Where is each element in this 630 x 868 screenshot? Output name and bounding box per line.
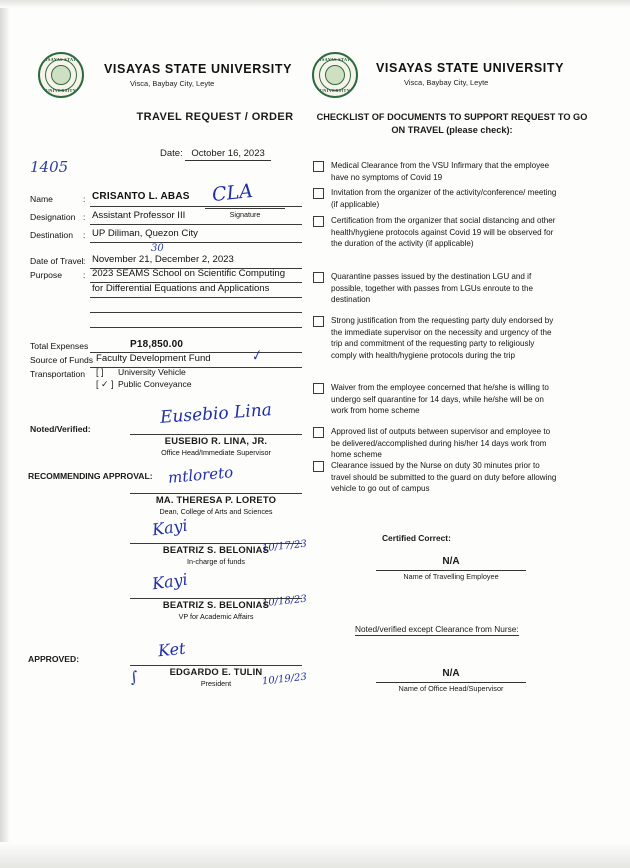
form-title: TRAVEL REQUEST / ORDER [136, 111, 294, 123]
signatory-1-name: MA. THERESA P. LORETO [155, 494, 277, 505]
signatory-1-title: Dean, College of Arts and Sciences [159, 507, 273, 516]
checklist-checkbox-7[interactable] [313, 461, 324, 472]
destination-rule [90, 242, 302, 243]
signatory-0-title: Office Head/Immediate Supervisor [161, 448, 271, 457]
designation-value: Assistant Professor III [92, 210, 186, 221]
signatory-4-signature: Ket [157, 638, 187, 661]
signatory-2-date-mark: 10/17/23 [261, 538, 308, 555]
checklist-item-5: Waiver from the employee concerned that he/she is willing to undergo self quarantine for 14 days, while he/she will be on work from home scheme [331, 383, 549, 416]
signatory-0-signature: Eusebio Lina [159, 400, 273, 428]
signatory-3-signature: Kayi [150, 569, 189, 594]
checklist-item-6: Approved list of outputs between supervisor and employee to be delivered/accomplished during his/her 14 days work from home scheme [331, 427, 551, 460]
signatory-3-title: VP for Academic Affairs [178, 612, 254, 621]
signatory-4-name: EDGARDO E. TULIN [169, 666, 263, 677]
university-seal-icon [38, 52, 84, 98]
destination-colon: : [83, 230, 86, 240]
university-address-right: Visca, Baybay City, Leyte [404, 78, 489, 87]
signature-caption: Signature [229, 210, 261, 219]
purpose-rule-2 [90, 297, 302, 298]
signatory-0-name: EUSEBIO R. LINA, JR. [164, 435, 268, 446]
source-of-funds-value: Faculty Development Fund [96, 353, 211, 364]
purpose-value-line1: 2023 SEAMS School on Scientific Computing [92, 268, 286, 279]
signatory-1-signature: mtloreto [167, 463, 234, 487]
scan-edge-bottom [0, 842, 630, 868]
purpose-rule-4 [90, 327, 302, 328]
checklist-item-7: Clearance issued by the Nurse on duty 30 minutes prior to travel should be submitted to the guard on duty before allowing vehicle to go out of campus [331, 461, 557, 494]
destination-label: Destination [30, 230, 73, 240]
name-label: Name [30, 194, 53, 204]
checklist-checkbox-5[interactable] [313, 383, 324, 394]
name-rule [90, 206, 302, 207]
recommending-approval-label: RECOMMENDING APPROVAL: [28, 471, 153, 481]
seal-bottom-text-right: UNIVERSITY [319, 88, 351, 93]
seal-bottom-text: UNIVERSITY [45, 88, 77, 93]
name-colon: : [83, 194, 86, 204]
purpose-label: Purpose [30, 270, 63, 280]
checklist-checkbox-0[interactable] [313, 161, 324, 172]
university-address-left: Visca, Baybay City, Leyte [130, 79, 215, 88]
total-expenses-label: Total Expenses [30, 341, 89, 351]
university-name-right: VISAYAS STATE UNIVERSITY [376, 61, 565, 75]
office-head-value: N/A [442, 668, 460, 679]
employee-signature: CLA [210, 179, 254, 207]
checklist-item-0: Medical Clearance from the VSU Infirmary that the employee have no symptoms of Covid 19 [331, 161, 550, 182]
checklist-item-4: Strong justification from the requesting party duly endorsed by the immediate supervisor on the necessity and urgency of the trip and commitment of the requesting party to religiously comply with health/hygiene protocols during the trip [331, 316, 554, 360]
signatory-2-signature: Kayi [150, 515, 189, 540]
date-of-travel-value: November 21, December 2, 2023 [92, 254, 234, 265]
transportation-option-0-mark[interactable]: [ ] [96, 367, 104, 377]
date-line [160, 148, 271, 161]
approved-label: APPROVED: [28, 654, 80, 664]
designation-label: Designation [30, 212, 76, 222]
checklist-checkbox-4[interactable] [313, 316, 324, 327]
university-name-left: VISAYAS STATE UNIVERSITY [104, 62, 293, 76]
source-of-funds-label: Source of Funds [30, 355, 94, 365]
checklist-checkbox-2[interactable] [313, 216, 324, 227]
travelling-employee-rule [376, 570, 526, 571]
signature-rule [205, 208, 285, 209]
designation-colon: : [83, 212, 86, 222]
seal-top-text: VISAYAS STATE [42, 57, 80, 62]
checklist-checkbox-1[interactable] [313, 188, 324, 199]
total-expenses-value: P18,850.00 [130, 339, 184, 350]
office-head-rule [376, 682, 526, 683]
noted-except-label: Noted/verified except Clearance from Nurse: [355, 624, 519, 634]
transportation-label: Transportation [30, 369, 86, 379]
scan-edge-top [0, 0, 630, 8]
signatory-4-title: President [200, 679, 232, 688]
checklist-checkbox-3[interactable] [313, 272, 324, 283]
checklist-item-1: Invitation from the organizer of the activity/conference/ meeting (if applicable) [331, 188, 557, 209]
purpose-rule-3 [90, 312, 302, 313]
destination-value: UP Diliman, Quezon City [92, 228, 198, 239]
name-value: CRISANTO L. ABAS [92, 191, 190, 202]
date-of-travel-label: Date of Travel [30, 256, 84, 266]
signatory-4-date-mark: 10/19/23 [261, 671, 308, 688]
checklist-item-2: Certification from the organizer that social distancing and other health/hygiene protocols against Covid 19 will be observed for the duration of the activity (if applicable) [331, 216, 556, 249]
signatory-2-title: In-charge of funds [187, 557, 245, 566]
signatory-3-name: BEATRIZ S. BELONIAS [162, 599, 270, 610]
checklist-item-3: Quarantine passes issued by the destination LGU and if possible, together with passes from LGUs enroute to the destination [331, 272, 533, 305]
travelling-employee-value: N/A [442, 556, 460, 567]
source-of-funds-check-mark: ✓ [248, 347, 265, 366]
purpose-colon: : [83, 270, 86, 280]
noted-verified-label: Noted/Verified: [30, 424, 91, 434]
signatory-2-name: BEATRIZ S. BELONIAS [162, 544, 270, 555]
certified-correct-label: Certified Correct: [382, 533, 451, 543]
transportation-option-1-mark[interactable]: [ ✓ ] [96, 379, 114, 389]
date-value: October 16, 2023 [185, 148, 270, 161]
university-seal-icon-right [312, 52, 358, 98]
signatory-3-date-mark: 10/18/23 [261, 593, 308, 610]
signatory-4-flourish: ∫ [128, 667, 140, 687]
transportation-option-1-label: Public Conveyance [118, 379, 192, 389]
checklist-checkbox-6[interactable] [313, 427, 324, 438]
transportation-option-0-label: University Vehicle [118, 367, 186, 377]
date-of-travel-correction: 30 [151, 243, 164, 254]
scan-edge-left [0, 0, 10, 868]
handwritten-note: 1405 [30, 158, 69, 176]
date-of-travel-colon: : [83, 256, 86, 266]
purpose-value-line2: for Differential Equations and Applications [92, 283, 270, 294]
seal-top-text-right: VISAYAS STATE [316, 57, 354, 62]
office-head-caption: Name of Office Head/Supervisor [398, 684, 504, 693]
date-label: Date: [160, 148, 183, 159]
designation-rule [90, 224, 302, 225]
checklist-title: CHECKLIST OF DOCUMENTS TO SUPPORT REQUEST TO GO ON TRAVEL (please check): [316, 112, 588, 135]
travelling-employee-caption: Name of Travelling Employee [403, 572, 499, 581]
